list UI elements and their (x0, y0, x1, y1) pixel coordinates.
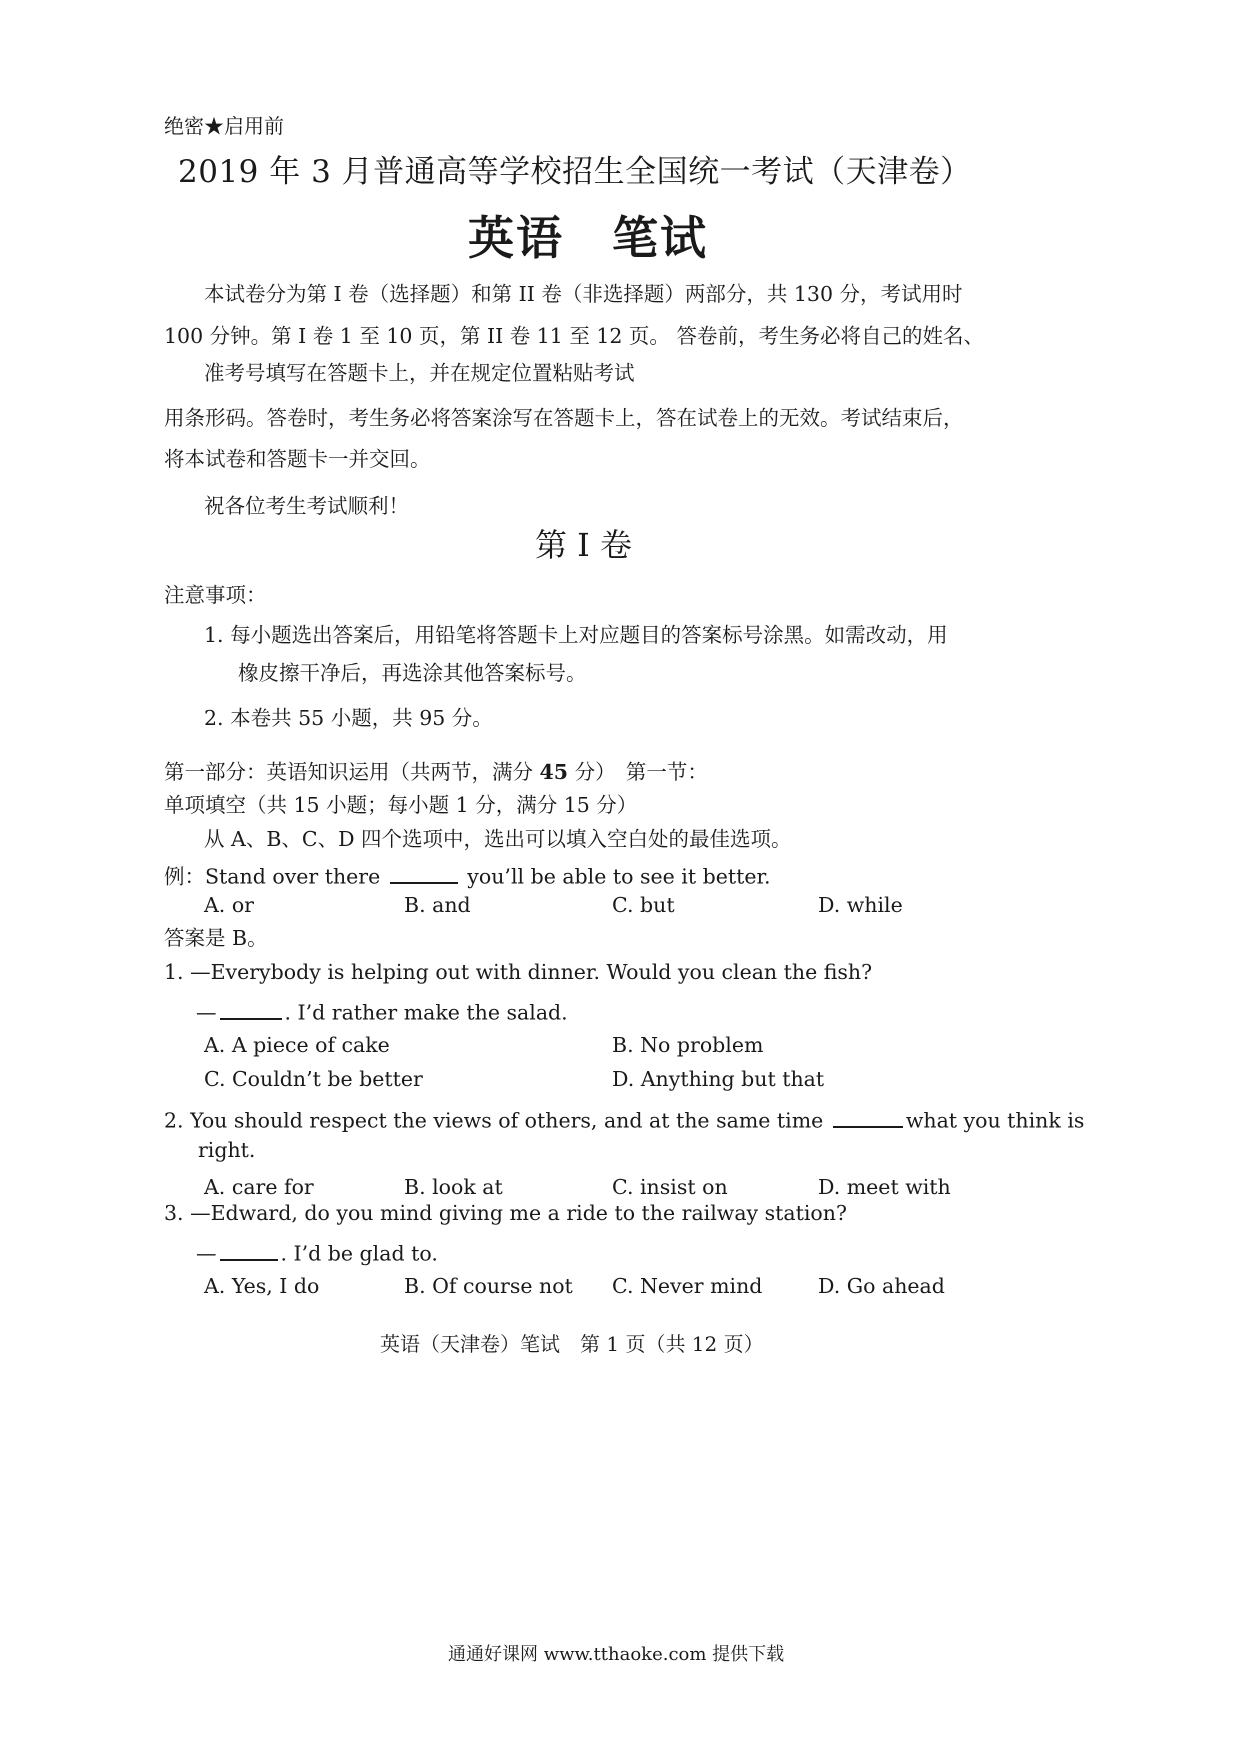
part1-score: 45 (539, 760, 569, 784)
exam-title: 2019 年 3 月普通高等学校招生全国统一考试（天津卷） (178, 154, 972, 190)
question-3: 3. —Edward, do you mind giving me a ride to the railway station? (164, 1201, 847, 1225)
answer-blank (390, 861, 458, 884)
response-text: . I’d be glad to. (280, 1241, 438, 1266)
section-heading: 单项填空（共 15 小题；每小题 1 分，满分 15 分） (164, 793, 638, 817)
instruction-line-1: 本试卷分为第 I 卷（选择题）和第 II 卷（非选择题）两部分，共 130 分，考试用时 (204, 282, 963, 306)
page-footer: 英语（天津卷）笔试 第 1 页（共 12 页） (380, 1332, 764, 1356)
answer-blank (833, 1105, 903, 1128)
part1-heading-tail: 分） 第一节： (568, 760, 708, 784)
question-2 (164, 1105, 1084, 1131)
part1-heading (164, 762, 708, 783)
instruction-line-3: 准考号填写在答题卡上，并在规定位置粘贴考试 (204, 361, 635, 385)
dash: — (196, 1241, 217, 1266)
wish-text: 祝各位考生考试顺利！ (204, 494, 409, 518)
example-answer: 答案是 B。 (164, 926, 268, 950)
example-question (164, 861, 771, 887)
q2-option-c: C. insist on (612, 1175, 728, 1199)
example-option-c: C. but (612, 893, 675, 917)
question-text-tail: what you think is (905, 1108, 1085, 1133)
notes-heading: 注意事项： (164, 583, 267, 607)
q3-option-d: D. Go ahead (818, 1274, 945, 1298)
example-text-tail: you’ll be able to see it better. (467, 864, 771, 889)
example-text: 例：Stand over there (164, 864, 381, 889)
volume-title: 第 I 卷 (535, 526, 632, 564)
example-option-b: B. and (404, 893, 471, 917)
q1-option-d: D. Anything but that (612, 1067, 825, 1091)
q3-option-a: A. Yes, I do (204, 1274, 320, 1298)
q2-option-a: A. care for (204, 1175, 314, 1199)
note-item-2: 2. 本卷共 55 小题，共 95 分。 (204, 706, 493, 730)
question-2-continued: right. (198, 1138, 256, 1162)
q2-option-b: B. look at (404, 1175, 503, 1199)
q1-option-a: A. A piece of cake (204, 1033, 390, 1057)
source-note: 通通好课网 www.tthaoke.com 提供下载 (448, 1644, 785, 1665)
q2-option-d: D. meet with (818, 1175, 951, 1199)
instruction-line-5: 将本试卷和答题卡一并交回。 (164, 447, 431, 471)
subject-title: 英语 笔试 (468, 211, 708, 265)
dash: — (196, 1000, 217, 1025)
answer-blank (220, 1238, 278, 1261)
note-item-1-continued: 橡皮擦干净后，再选涂其他答案标号。 (238, 661, 587, 685)
note-item-1: 1. 每小题选出答案后，用铅笔将答题卡上对应题目的答案标号涂黑。如需改动，用 (204, 623, 948, 647)
question-1: 1. —Everybody is helping out with dinner. Would you clean the fish? (164, 960, 873, 984)
instruction-line-4: 用条形码。答卷时，考生务必将答案涂写在答题卡上，答在试卷上的无效。考试结束后， (164, 406, 964, 430)
q1-option-b: B. No problem (612, 1033, 764, 1057)
q1-option-c: C. Couldn’t be better (204, 1067, 423, 1091)
response-text: . I’d rather make the salad. (284, 1000, 568, 1025)
question-text: 2. You should respect the views of others, and at the same time (164, 1108, 824, 1133)
instruction-line-2: 100 分钟。第 I 卷 1 至 10 页，第 II 卷 11 至 12 页。 答卷前，考生务必将自己的姓名、 (164, 324, 984, 348)
example-option-a: A. or (204, 893, 254, 917)
confidential-label: 绝密★启用前 (164, 114, 284, 138)
question-3-response (196, 1238, 438, 1264)
q3-option-b: B. Of course not (404, 1274, 573, 1298)
section-instruction: 从 A、B、C、D 四个选项中，选出可以填入空白处的最佳选项。 (204, 827, 792, 851)
question-1-response (196, 997, 568, 1023)
q3-option-c: C. Never mind (612, 1274, 763, 1298)
example-option-d: D. while (818, 893, 903, 917)
part1-heading-text: 第一部分：英语知识运用（共两节，满分 (164, 760, 540, 784)
answer-blank (220, 997, 282, 1020)
